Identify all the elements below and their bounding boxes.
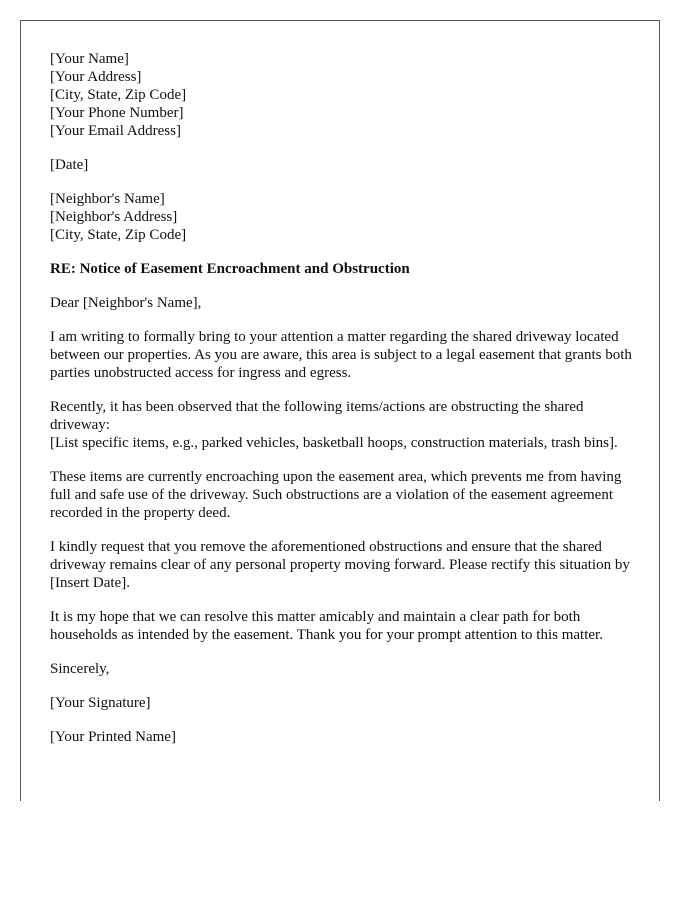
- signature-line: [Your Signature]: [50, 695, 151, 711]
- closing: Sincerely,: [50, 661, 110, 677]
- body-paragraph-3: These items are currently encroaching upon the easement area, which prevents me from having full and safe use of the driveway. Such obstructions are a violation of the easement agreement recorded in the property deed.: [50, 469, 622, 521]
- body-paragraph-1: I am writing to formally bring to your attention a matter regarding the shared driveway located between our properties. As you are aware, this area is subject to a legal easement that grants both parties unobstructed access for ingress and egress.: [50, 329, 632, 381]
- date-line: [50, 156, 635, 174]
- subject-line: RE: Notice of Easement Encroachment and Obstruction: [50, 261, 410, 277]
- sender-email: [Your Email Address]: [50, 123, 181, 139]
- recipient-name: [Neighbor's Name]: [50, 191, 165, 207]
- recipient-address: [Neighbor's Address]: [50, 209, 178, 225]
- sender-phone: [Your Phone Number]: [50, 105, 184, 121]
- sender-block: [50, 50, 635, 140]
- recipient-block: [50, 190, 635, 244]
- body-paragraph-4: I kindly request that you remove the aforementioned obstructions and ensure that the shared driveway remains clear of any personal property moving forward. Please rectify this situation by [Insert Date].: [50, 539, 630, 591]
- recipient-city-state-zip: [City, State, Zip Code]: [50, 227, 187, 243]
- letter-content: [50, 50, 635, 762]
- salutation: Dear [Neighbor's Name],: [50, 295, 202, 311]
- sender-name: [Your Name]: [50, 51, 129, 67]
- obstruction-intro: Recently, it has been observed that the following items/actions are obstructing the shared driveway:: [50, 399, 584, 433]
- printed-name-line: [Your Printed Name]: [50, 729, 176, 745]
- sender-city-state-zip: [City, State, Zip Code]: [50, 87, 187, 103]
- obstruction-list: [List specific items, e.g., parked vehicles, basketball hoops, construction materials, trash bins].: [50, 435, 618, 451]
- letter-page: [20, 20, 660, 801]
- letter-date: [Date]: [50, 157, 89, 173]
- sender-address: [Your Address]: [50, 69, 142, 85]
- body-paragraph-5: It is my hope that we can resolve this matter amicably and maintain a clear path for both households as intended by the easement. Thank you for your prompt attention to this matter.: [50, 609, 603, 643]
- body-paragraph-2: [50, 398, 635, 452]
